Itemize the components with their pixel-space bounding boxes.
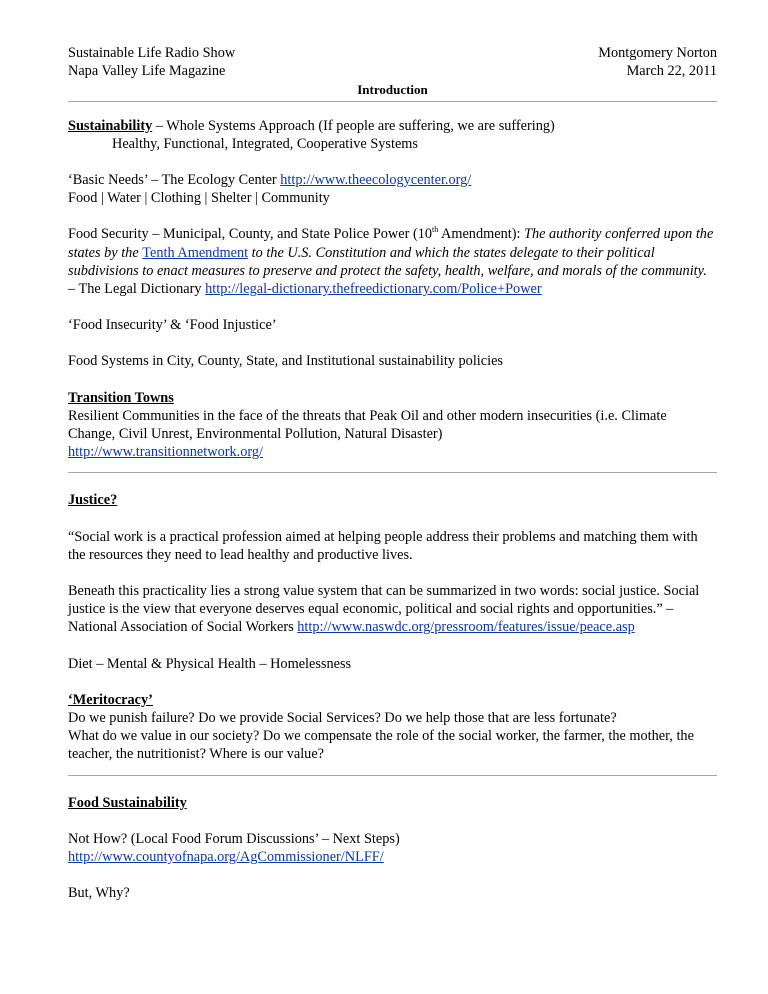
page-title: Introduction [357, 82, 428, 98]
meritocracy-line-2: What do we value in our society? Do we compensate the role of the social worker, the farmer, the mother, the teacher, the nutritionist? Where is our value? [68, 728, 694, 763]
basic-needs-text: ‘Basic Needs’ – The Ecology Center [68, 172, 281, 189]
transition-network-link[interactable]: http://www.transitionnetwork.org/ [68, 444, 263, 461]
food-security-source: – The Legal Dictionary [68, 281, 206, 298]
tenth-amendment-link[interactable]: Tenth Amendment [142, 244, 249, 261]
header-row-1 [68, 44, 717, 62]
justice-heading: Justice? [68, 492, 118, 509]
food-security-sup: th [432, 225, 439, 235]
food-systems-line: Food Systems in City, County, State, and Institutional sustainability policies [68, 353, 503, 370]
transition-towns-text: Resilient Communities in the face of the threats that Peak Oil and other modern insecurities (i.e. Climate Change, Civil Unrest, Environmental Pollution, Natural Disaster) [68, 407, 667, 443]
food-sustainability-heading: Food Sustainability [68, 794, 187, 811]
nasw-link[interactable]: http://www.naswdc.org/pressroom/features/issue/peace.asp [297, 619, 635, 636]
social-work-quote-1: “Social work is a practical profession aimed at helping people address their problems and matching them with the resources they need to lead healthy and productive lives. [68, 528, 698, 563]
meritocracy-heading: ‘Meritocracy’ [68, 691, 153, 708]
basic-needs-line [68, 171, 717, 189]
not-how-text: Not How? (Local Food Forum Discussions’ – Next Steps) [68, 830, 400, 847]
sustainability-sub: Healthy, Functional, Integrated, Cooperative Systems [112, 135, 418, 152]
ecology-center-link[interactable]: http://www.theecologycenter.org/ [280, 172, 472, 189]
but-why-line: But, Why? [68, 885, 130, 902]
not-how-paragraph [68, 830, 717, 866]
food-security-post: Amendment): [438, 226, 525, 243]
meritocracy-line-1: Do we punish failure? Do we provide Social Services? Do we help those that are less fortunate? [68, 710, 617, 727]
napa-county-link[interactable]: http://www.countyofnapa.org/AgCommissioner/NLFF/ [68, 849, 384, 866]
header-row-2 [68, 62, 717, 80]
basic-needs-list: Food | Water | Clothing | Shelter | Community [68, 190, 330, 207]
sustainability-line [68, 117, 717, 135]
document-page [68, 44, 717, 903]
legal-dictionary-link[interactable]: http://legal-dictionary.thefreedictionary.com/Police+Power [205, 281, 542, 298]
food-security-quote-1: The authority conferred upon the states by the [68, 226, 714, 261]
author-name: Montgomery Norton [598, 45, 717, 61]
food-security-paragraph [68, 225, 717, 298]
transition-towns-heading: Transition Towns [68, 389, 174, 406]
sustainability-term: Sustainability [68, 117, 153, 134]
food-security-pre: Food Security – Municipal, County, and State Police Power (10 [68, 226, 432, 243]
document-date: March 22, 2011 [626, 63, 717, 80]
transition-link-line [68, 443, 717, 461]
food-insecurity-line: ‘Food Insecurity’ & ‘Food Injustice’ [68, 317, 277, 334]
diet-line: Diet – Mental & Physical Health – Homelessness [68, 655, 352, 672]
social-work-quote-2 [68, 582, 717, 637]
food-security-quote-2: to the U.S. Constitution and which the states delegate to their political subdivisions to enact measures to preserve and protect the safety, health, welfare, and morals of the community. [68, 244, 707, 279]
social-work-quote-2-text: Beneath this practicality lies a strong value system that can be summarized in two words: social justice. Social justice is the view that everyone deserves equal economic, political and social rights and opportunities.” – National Association of Social Workers [68, 583, 700, 636]
show-name: Sustainable Life Radio Show [68, 45, 236, 61]
magazine-name: Napa Valley Life Magazine [68, 63, 226, 80]
sustainability-rest: – Whole Systems Approach (If people are suffering, we are suffering) [152, 117, 555, 134]
